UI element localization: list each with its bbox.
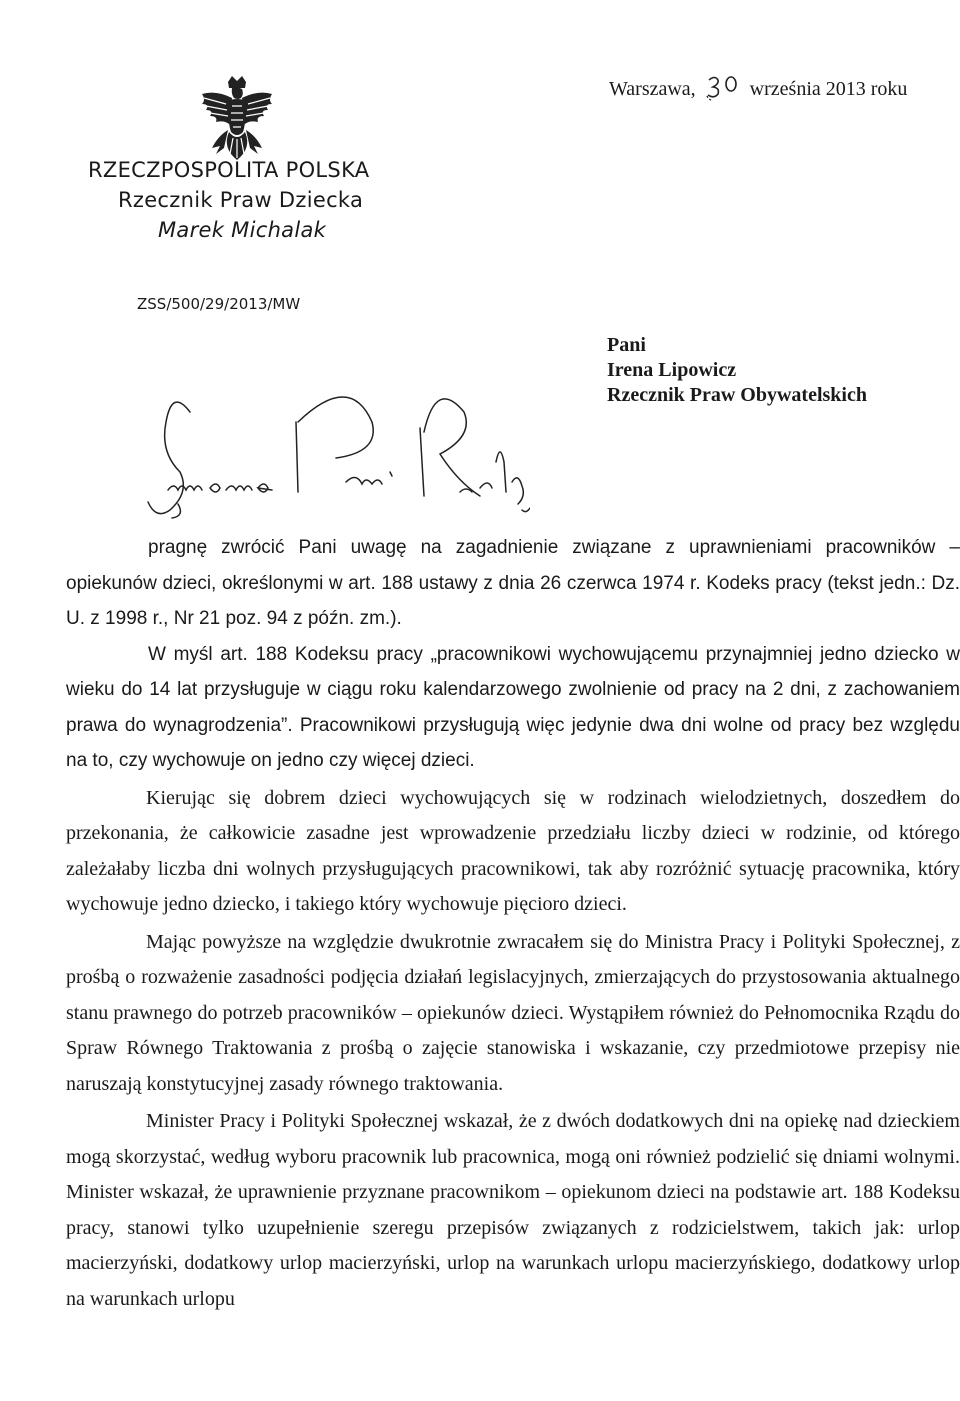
paragraph-1: pragnę zwrócić Pani uwagę na zagadnienie związane z uprawnieniami pracowników – opiekunów dzieci, określonymi w art. 188 ustawy z dnia 26 czerwca 1974 r. Kodeks pracy (tekst jedn.: Dz. U. z 1998 r., Nr 21 poz. 94 z późn. zm.). — [66, 537, 960, 629]
addressee-title: Pani — [607, 334, 646, 356]
paragraph-5: Minister Pracy i Polityki Społecznej wskazał, że z dwóch dodatkowych dni na opiekę nad dzieckiem mogą skorzystać, według wyboru pracownik lub pracownica, mogą oni również podzielić się dniami wolnymi. Minister wskazał, że uprawnienie przyznane pracownikom – opiekunom dzieci na podstawie art. 188 Kodeksu pracy, stanowi tylko uzupełnienie szeregu przepisów związanych z rodzicielstwem, takich jak: urlop macierzyński, dodatkowy urlop macierzyński, urlop na warunkach urlopu macierzyńskiego, dodatkowy urlop na warunkach urlopu — [66, 1110, 960, 1310]
eagle-emblem-icon — [196, 76, 278, 168]
header-name: Marek Michalak — [158, 218, 327, 242]
date-city: Warszawa, — [609, 78, 696, 100]
reference-number: ZSS/500/29/2013/MW — [137, 295, 301, 313]
letter-body — [66, 530, 960, 1317]
paragraph-2: W myśl art. 188 Kodeksu pracy „pracownikowi wychowującemu przynajmniej jedno dziecko w wieku do 14 lat przysługuje w ciągu roku kalendarzowego zwolnienie od pracy na 2 dni, z zachowaniem prawa do wynagrodzenia”. Pracownikowi przysługują więc jedynie dwa dni wolne od pracy bez względu na to, czy wychowuje on jedno czy więcej dzieci. — [66, 643, 960, 771]
handwritten-day — [701, 75, 745, 101]
addressee-name: Irena Lipowicz — [607, 359, 737, 381]
header-country: RZECZPOSPOLITA POLSKA — [88, 158, 370, 182]
addressee-position: Rzecznik Praw Obywatelskich — [607, 384, 867, 406]
paragraph-3: Kierując się dobrem dzieci wychowujących się w rodzinach wielodzietnych, doszedłem do przekonania, że całkowicie zasadne jest wprowadzenie przedziału liczby dzieci w rodzinie, od którego zależałaby liczba dni wolnych przysługujących pracownikowi, tak aby rozróżnić sytuację pracownika, który wychowuje jedno dziecko, i takiego który wychowuje pięcioro dzieci. — [66, 786, 960, 915]
header-office: Rzecznik Praw Dziecka — [118, 188, 364, 212]
handwritten-salutation — [60, 392, 530, 524]
letter-date — [609, 75, 907, 101]
paragraph-4: Mając powyższe na względzie dwukrotnie zwracałem się do Ministra Pracy i Polityki Społecznej, z prośbą o rozważenie zasadności podjęcia działań legislacyjnych, zmierzających do przystosowania aktualnego stanu prawnego do potrzeb pracowników – opiekunów dzieci. Wystąpiłem również do Pełnomocnika Rządu do Spraw Równego Traktowania z prośbą o zajęcie stanowiska i wskazanie, czy przedmiotowe przepisy nie naruszają konstytucyjnej zasady równego traktowania. — [66, 930, 960, 1095]
date-month-year: września 2013 roku — [749, 78, 908, 100]
